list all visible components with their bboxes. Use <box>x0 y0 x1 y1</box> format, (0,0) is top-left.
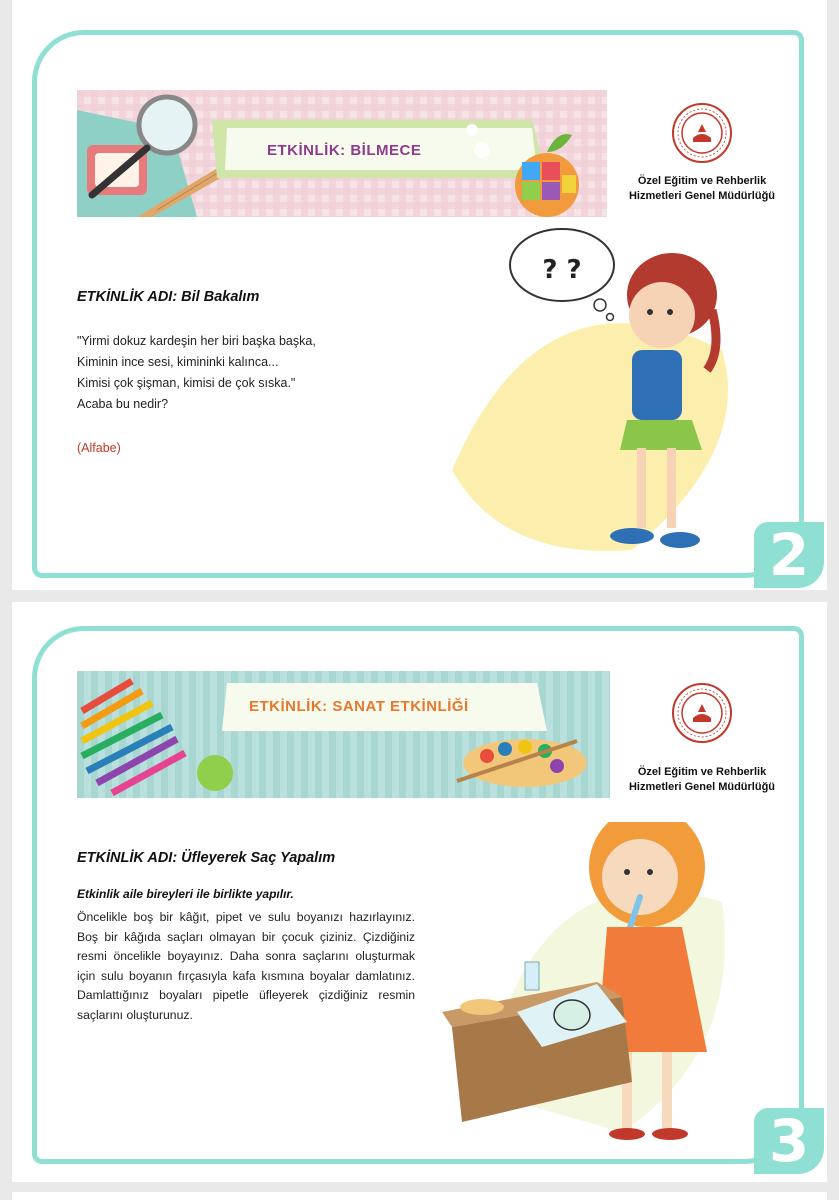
ministry-logo <box>671 102 733 164</box>
ministry-line-2: Hizmetleri Genel Müdürlüğü <box>628 781 776 793</box>
activity-banner <box>77 90 607 217</box>
page-number-badge: 3 <box>754 1108 824 1174</box>
ministry-line-1: Özel Eğitim ve Rehberlik <box>637 766 767 778</box>
thinking-girl-illustration <box>422 220 762 565</box>
girl-blowing-straw-illustration <box>422 822 762 1152</box>
activity-instructions: Öncelikle boş bir kâğıt, pipet ve sulu boyanızı hazırlayınız. Boş bir kâğıda saçları olmayan bir çocuk çiziniz. Çizdiğiniz resmi öncelikle boyayınız. Daha sonra saçlarını oluşturmak için sulu boyanın fırçasıyla kafa kısmına boyalar damlatınız. Damlattığınız boyaları pipetle üfleyerek çizdiğiniz resmin saçlarını oluşturunuz. <box>77 910 415 1022</box>
ministry-name <box>622 174 782 204</box>
ministry-logo <box>671 682 733 744</box>
activity-banner <box>77 671 610 798</box>
poem-line: Kimisi çok şişman, kimisi de çok sıska." <box>77 376 296 390</box>
activity-note: Etkinlik aile bireyleri ile birlikte yapılır. <box>77 887 294 901</box>
ministry-name <box>622 765 782 795</box>
thought-bubble-text: ? ? <box>542 255 582 285</box>
activity-title: ETKİNLİK ADI: Üfleyerek Saç Yapalım <box>77 850 336 866</box>
ministry-line-1: Özel Eğitim ve Rehberlik <box>637 175 767 187</box>
activity-card-sanat <box>12 602 827 1182</box>
banner-art <box>77 671 610 798</box>
activity-title: ETKİNLİK ADI: Bil Bakalım <box>77 289 260 305</box>
activity-card-next <box>12 1192 827 1200</box>
riddle-poem <box>77 331 316 415</box>
ministry-line-2: Hizmetleri Genel Müdürlüğü <box>628 190 776 202</box>
riddle-answer: (Alfabe) <box>77 441 121 455</box>
banner-title: ETKİNLİK: SANAT ETKİNLİĞİ <box>249 698 469 715</box>
page-number-badge: 2 <box>754 522 824 588</box>
poem-line: Acaba bu nedir? <box>77 397 169 411</box>
activity-card-bilmece <box>12 0 827 590</box>
poem-line: "Yirmi dokuz kardeşin her biri başka başka, <box>77 334 316 348</box>
poem-line: Kiminin ince sesi, kimininki kalınca... <box>77 355 279 369</box>
banner-title: ETKİNLİK: BİLMECE <box>267 142 422 159</box>
